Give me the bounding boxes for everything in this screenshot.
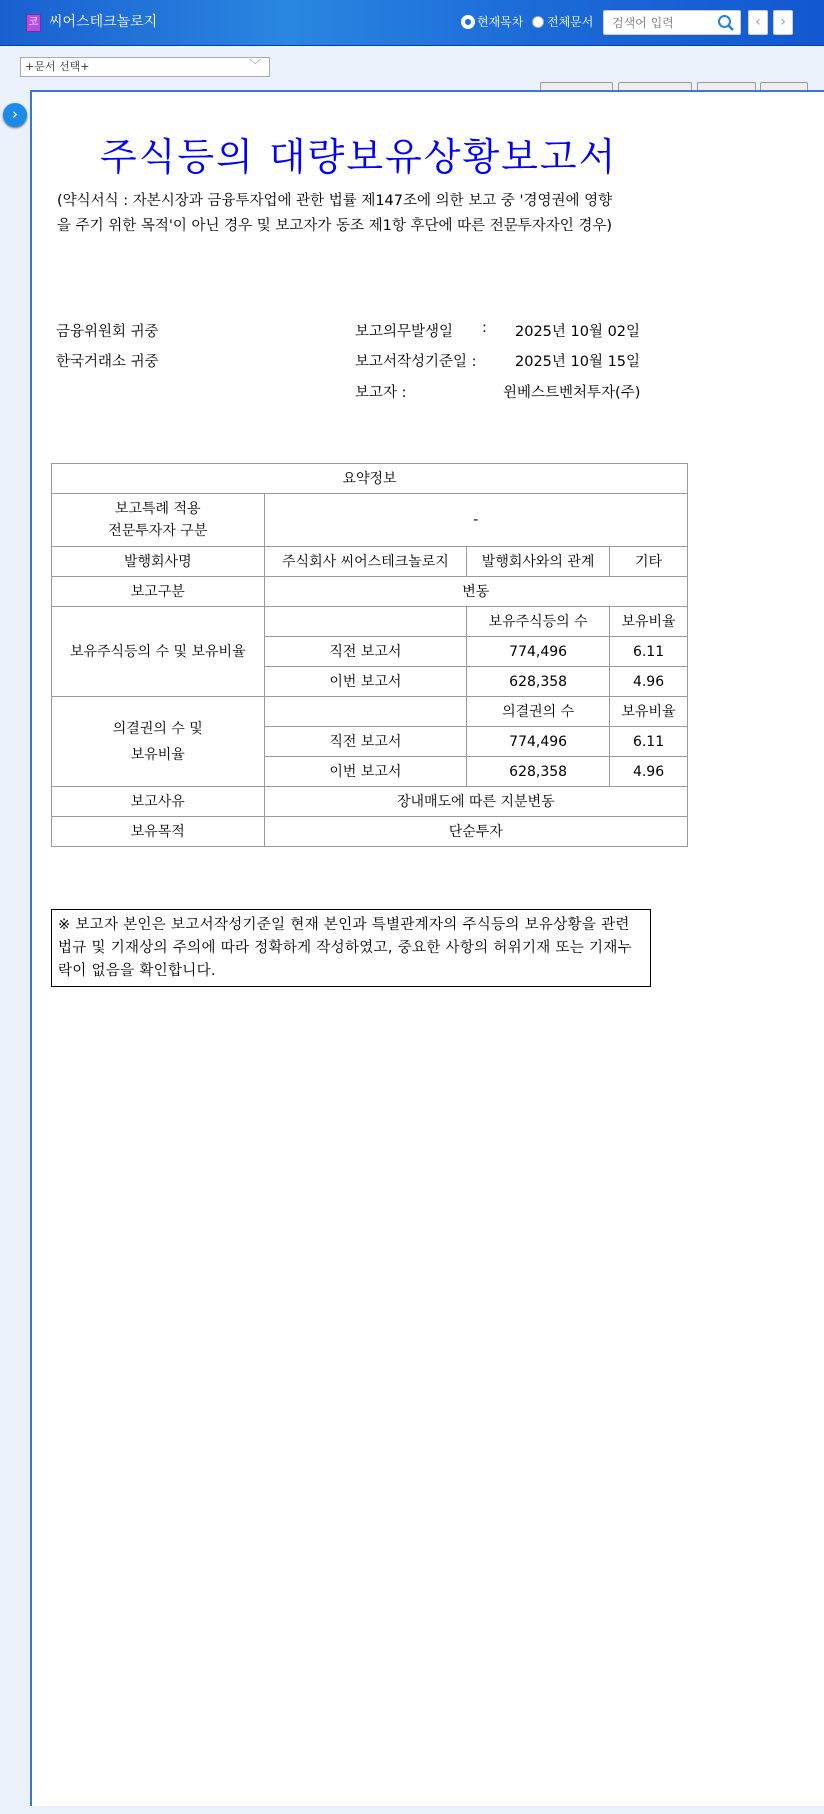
radio-selected-icon [462,16,474,28]
cell: 4.96 [610,757,688,787]
table-row [52,607,688,637]
cell: 변동 [264,577,687,607]
row-label: 보유목적 [52,817,265,847]
document-select-value: +문서 선택+ [25,60,90,73]
reporter: 윈베스트벤처투자(주) [503,385,641,401]
col-header: 의결권의 수 [467,697,610,727]
cell: 4.96 [610,667,688,697]
table-row [52,464,688,494]
confirmation-notice: ※ 보고자 본인은 보고서작성기준일 현재 본인과 특별관계자의 주식등의 보유상황을 관련 법규 및 기재상의 주의에 따라 정확하게 작성하였고, 중요한 사항의 허위기재 또는 기재누락이 없음을 확인합니다. [51,909,651,987]
top-header [0,0,824,46]
cell: 직전 보고서 [264,727,467,757]
company-logo-icon: 코 [26,14,41,32]
base-date: 2025년 10월 15일 [515,354,641,370]
cell: 주식회사 씨어스테크놀로지 [264,547,467,577]
radio-all-docs[interactable] [532,13,593,30]
addressee: 한국거래소 귀중 [56,354,159,370]
radio-label: 현재목차 [477,15,524,29]
cell [264,607,467,637]
cell [264,697,467,727]
table-row [52,577,688,607]
cell: 628,358 [467,667,610,697]
table-row [52,787,688,817]
cell: 628,358 [467,757,610,787]
row-label: 보유주식등의 수 및 보유비율 [52,607,265,697]
table-row [52,494,688,547]
row-label: 보고구분 [52,577,265,607]
table-title: 요약정보 [52,464,688,494]
cell: 직전 보고서 [264,637,467,667]
cell: 6.11 [610,637,688,667]
cell: 774,496 [467,637,610,667]
subtitle-line: 을 주기 위한 목적'이 아닌 경우 및 보고자가 동조 제1항 후단에 따른 전문투자자인 경우) [57,218,613,234]
col-header: 보유주식등의 수 [467,607,610,637]
row-label: 의결권의 수 및 보유비율 [52,697,265,787]
cell: 이번 보고서 [264,667,467,697]
radio-label: 전체문서 [547,15,594,29]
label-occur-date: 보고의무발생일 [355,324,454,340]
table-row [52,817,688,847]
cell: 774,496 [467,727,610,757]
cell: 이번 보고서 [264,757,467,787]
cell: - [264,494,687,547]
col-header: 보유비율 [610,697,688,727]
app-title: 씨어스테크놀로지 [49,14,158,30]
chevron-down-icon: ﹀ [248,58,261,72]
cell: 발행회사와의 관계 [467,547,610,577]
row-label: 보고사유 [52,787,265,817]
row-label: 발행회사명 [52,547,265,577]
addressee: 금융위원회 귀중 [56,324,159,340]
label-reporter: 보고자 : [355,385,407,401]
table-row [52,697,688,727]
cell: 6.11 [610,727,688,757]
row-label: 보고특례 적용 전문투자자 구분 [52,494,265,547]
radio-current-toc[interactable] [462,13,523,30]
separator: : [482,320,487,336]
cell: 장내매도에 따른 지분변동 [264,787,687,817]
cell: 기타 [610,547,688,577]
search-icon[interactable] [717,14,735,32]
cell: 단순투자 [264,817,687,847]
label-base-date: 보고서작성기준일 : [355,354,477,370]
summary-table [51,463,688,847]
document-select[interactable] [20,57,270,77]
subtitle-line: (약식서식 : 자본시장과 금융투자업에 관한 법률 제147조에 의한 보고 중 '경영권에 영향 [57,193,613,209]
prev-result-button[interactable]: ‹ [748,10,768,35]
occur-date: 2025년 10월 02일 [515,324,641,340]
radio-unselected-icon [532,16,544,28]
search-box [603,10,741,35]
col-header: 보유비율 [610,607,688,637]
next-result-button[interactable]: › [773,10,793,35]
document-title: 주식등의 대량보유상황보고서 [100,135,618,179]
search-input[interactable] [604,11,709,34]
table-row [52,547,688,577]
sidebar-toggle-button[interactable]: › [3,103,27,127]
